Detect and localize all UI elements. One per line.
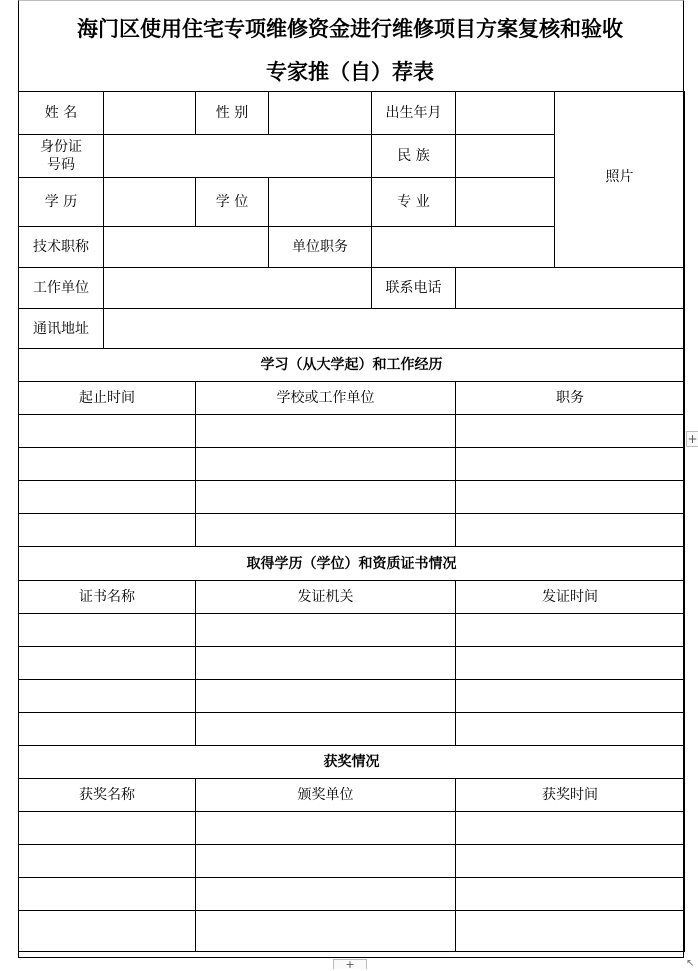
value-gender[interactable] [269,92,372,135]
table-cell[interactable] [19,448,196,481]
table-cell[interactable] [456,481,685,514]
column-header: 发证时间 [456,581,685,614]
table-cell[interactable] [456,680,685,713]
table-row [19,812,685,845]
value-employer[interactable] [104,268,372,309]
table-cell[interactable] [456,845,685,878]
table-cell[interactable] [196,481,456,514]
table-row [19,878,685,911]
table-cell[interactable] [19,713,196,746]
table-cell[interactable] [19,647,196,680]
table-cell[interactable] [196,812,456,845]
label-birth: 出生年月 [372,92,456,135]
table-row [19,448,685,481]
label-employer: 工作单位 [19,268,104,309]
value-degree[interactable] [269,178,372,227]
value-phone[interactable] [456,268,685,309]
table-cell[interactable] [196,415,456,448]
table-cell[interactable] [19,415,196,448]
table-row [19,713,685,746]
table-cell[interactable] [19,614,196,647]
label-address: 通讯地址 [19,309,104,349]
value-major[interactable] [456,178,555,227]
table-cell[interactable] [19,514,196,547]
table-row [19,415,685,448]
table-row [19,481,685,514]
label-name: 姓 名 [19,92,104,135]
label-major: 专 业 [372,178,456,227]
value-ethnicity[interactable] [456,135,555,178]
value-birth[interactable] [456,92,555,135]
column-header: 学校或工作单位 [196,382,456,415]
application-form-table [18,91,685,952]
table-cell[interactable] [456,713,685,746]
table-cell[interactable] [456,415,685,448]
table-cell[interactable] [196,647,456,680]
table-cell[interactable] [19,911,196,952]
table-cell[interactable] [19,845,196,878]
table-cell[interactable] [456,911,685,952]
label-ethnicity: 民 族 [372,135,456,178]
table-cell[interactable] [456,812,685,845]
table-cell[interactable] [196,614,456,647]
table-cell[interactable] [196,878,456,911]
value-id-number[interactable] [104,135,372,178]
table-cell[interactable] [196,845,456,878]
label-degree: 学 位 [196,178,269,227]
table-row [19,911,685,952]
label-title-rank: 技术职称 [19,227,104,268]
table-row [19,680,685,713]
label-gender: 性 别 [196,92,269,135]
value-address[interactable] [104,309,685,349]
table-cell[interactable] [19,680,196,713]
label-position: 单位职务 [269,227,372,268]
table-row [19,614,685,647]
table-cell[interactable] [19,812,196,845]
table-cell[interactable] [456,614,685,647]
section-heading-experience: 学习（从大学起）和工作经历 [19,349,685,382]
add-column-handle[interactable]: + [687,432,698,446]
table-cell[interactable] [456,514,685,547]
table-cell[interactable] [456,448,685,481]
column-header: 发证机关 [196,581,456,614]
photo-cell[interactable]: 照片 [555,92,685,268]
table-cell[interactable] [19,878,196,911]
label-education: 学 历 [19,178,104,227]
column-header: 起止时间 [19,382,196,415]
column-header: 职务 [456,382,685,415]
column-header: 颁奖单位 [196,779,456,812]
section-heading-awards: 获奖情况 [19,746,685,779]
table-cell[interactable] [19,481,196,514]
table-cell[interactable] [456,878,685,911]
column-header: 获奖名称 [19,779,196,812]
form-title-line2: 专家推（自）荐表 [266,59,434,84]
value-position[interactable] [372,227,555,268]
value-name[interactable] [104,92,196,135]
table-cell[interactable] [196,911,456,952]
table-cell[interactable] [196,448,456,481]
column-header: 获奖时间 [456,779,685,812]
label-id-number: 身份证号码 [19,135,104,178]
table-row [19,514,685,547]
table-cell[interactable] [456,647,685,680]
table-row [19,647,685,680]
add-row-handle[interactable]: + [333,959,367,969]
form-title-line1: 海门区使用住宅专项维修资金进行维修项目方案复核和验收 [77,16,623,41]
table-cell[interactable] [196,680,456,713]
value-education[interactable] [104,178,196,227]
table-cell[interactable] [196,514,456,547]
value-title-rank[interactable] [104,227,269,268]
table-cell[interactable] [196,713,456,746]
section-heading-certificates: 取得学历（学位）和资质证书情况 [19,547,685,581]
label-phone: 联系电话 [372,268,456,309]
resize-corner-icon[interactable]: ↖ [686,958,695,969]
column-header: 证书名称 [19,581,196,614]
table-row [19,845,685,878]
